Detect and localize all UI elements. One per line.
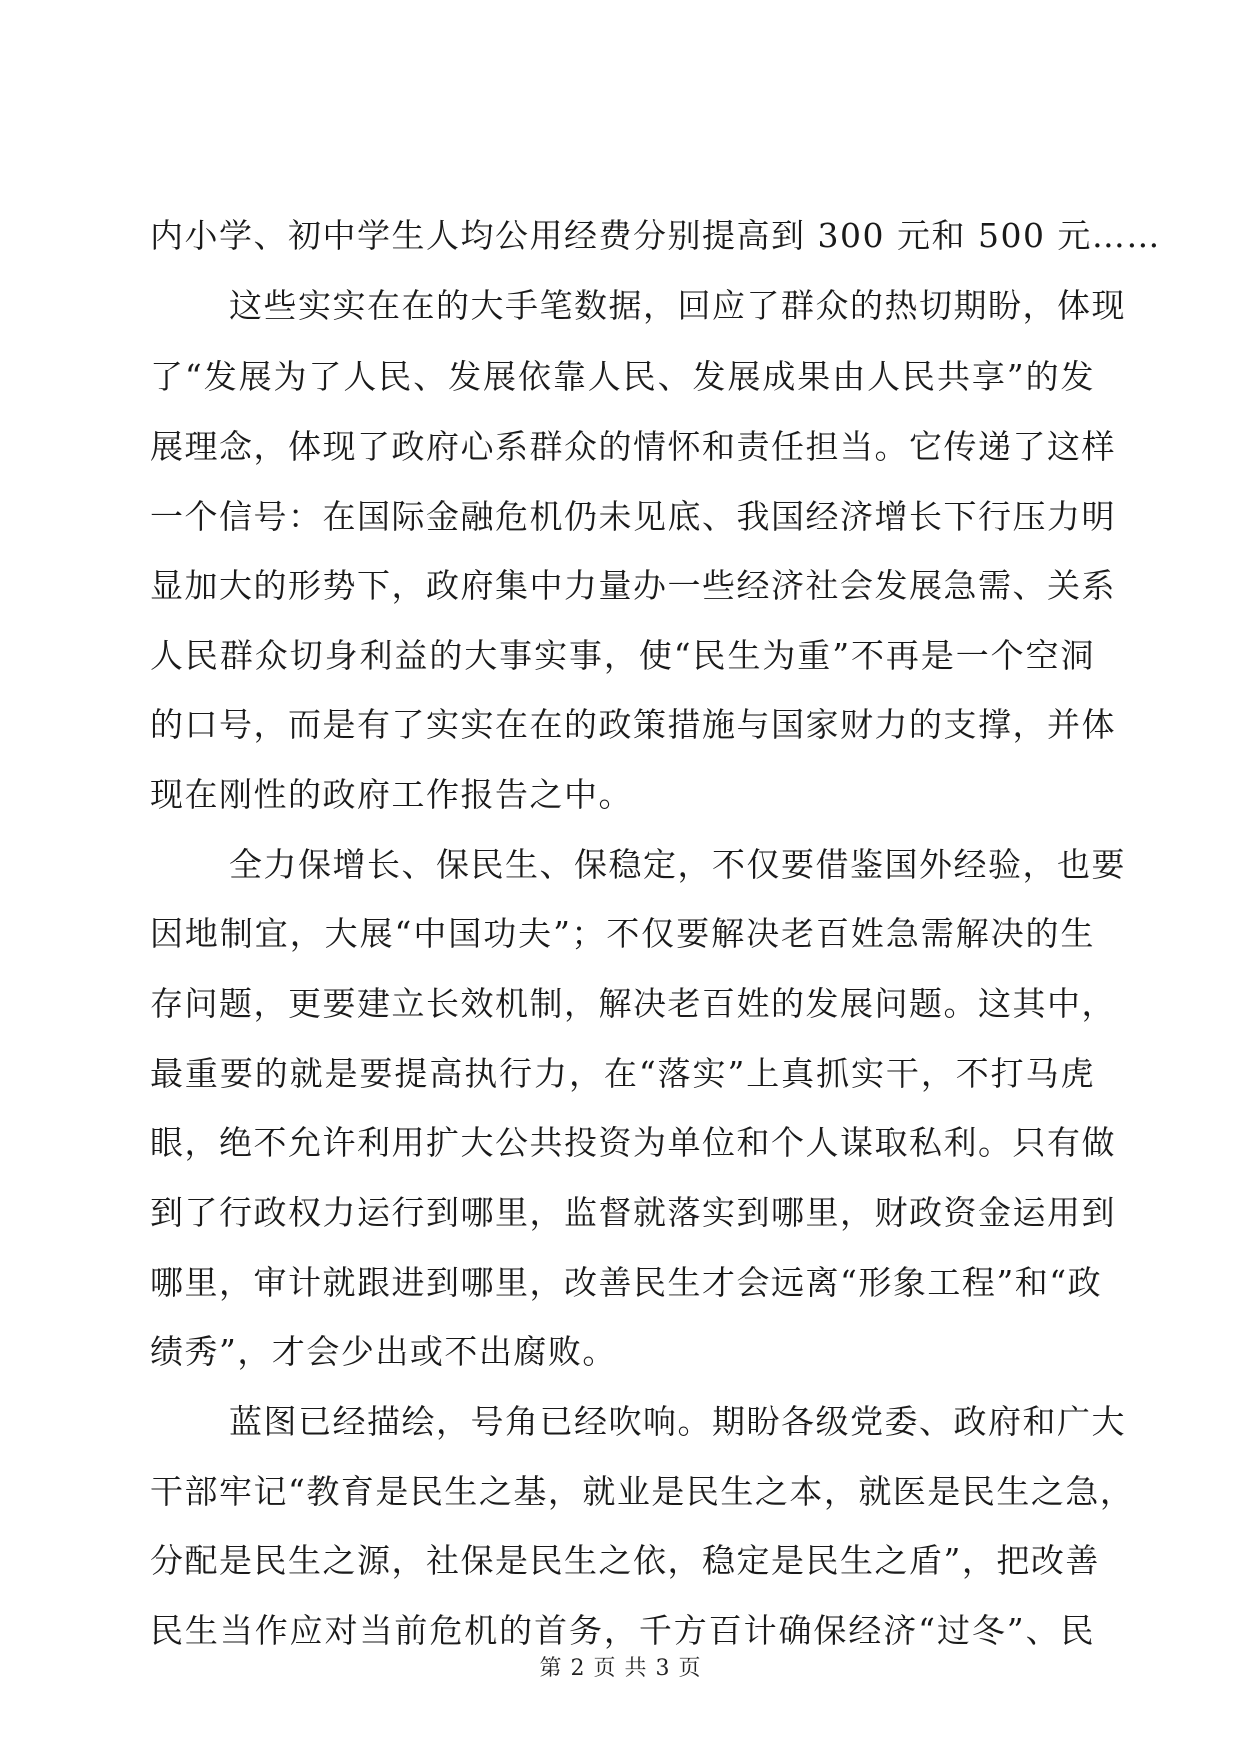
text-line-18: 蓝图已经描绘，号角已经吹响。期盼各级党委、政府和广大 [229,1402,1126,1441]
text-line-11: 因地制宜，大展“中国功夫”；不仅要解决老百姓急需解决的生 [150,914,1095,953]
text-line-4: 展理念，体现了政府心系群众的情怀和责任担当。它传递了这样 [150,427,1116,466]
text-line-20: 分配是民生之源，社保是民生之依，稳定是民生之盾”，把改善 [150,1541,1100,1580]
text-line-3: 了“发展为了人民、发展依靠人民、发展成果由人民共享”的发 [150,357,1095,396]
text-line-9: 现在刚性的政府工作报告之中。 [150,775,633,814]
text-line-6: 显加大的形势下，政府集中力量办一些经济社会发展急需、关系 [150,566,1116,605]
text-line-21: 民生当作应对当前危机的首务，千方百计确保经济“过冬”、民 [150,1611,1095,1650]
page-number-footer: 第 2 页 共 3 页 [539,1656,702,1681]
text-line-7: 人民群众切身利益的大事实事，使“民生为重”不再是一个空洞 [150,636,1095,675]
text-line-19: 干部牢记“教育是民生之基，就业是民生之本，就医是民生之急， [150,1472,1135,1511]
text-line-17: 绩秀”，才会少出或不出腐败。 [150,1332,617,1371]
text-line-15: 到了行政权力运行到哪里，监督就落实到哪里，财政资金运用到 [150,1193,1116,1232]
text-line-5: 一个信号：在国际金融危机仍未见底、我国经济增长下行压力明 [150,497,1116,536]
text-line-14: 眼，绝不允许利用扩大公共投资为单位和个人谋取私利。只有做 [150,1123,1116,1162]
text-line-8: 的口号，而是有了实实在在的政策措施与国家财力的支撑，并体 [150,705,1116,744]
text-line-13: 最重要的就是要提高执行力，在“落实”上真抓实干，不打马虎 [150,1054,1095,1093]
text-line-1: 内小学、初中学生人均公用经费分别提高到 300 元和 500 元…… [150,216,1161,255]
text-line-10: 全力保增长、保民生、保稳定，不仅要借鉴国外经验，也要 [229,845,1126,884]
text-line-2: 这些实实在在的大手笔数据，回应了群众的热切期盼，体现 [229,286,1126,325]
text-line-12: 存问题，更要建立长效机制，解决老百姓的发展问题。这其中， [150,984,1116,1023]
text-line-16: 哪里，审计就跟进到哪里，改善民生才会远离“形象工程”和“政 [150,1263,1103,1302]
